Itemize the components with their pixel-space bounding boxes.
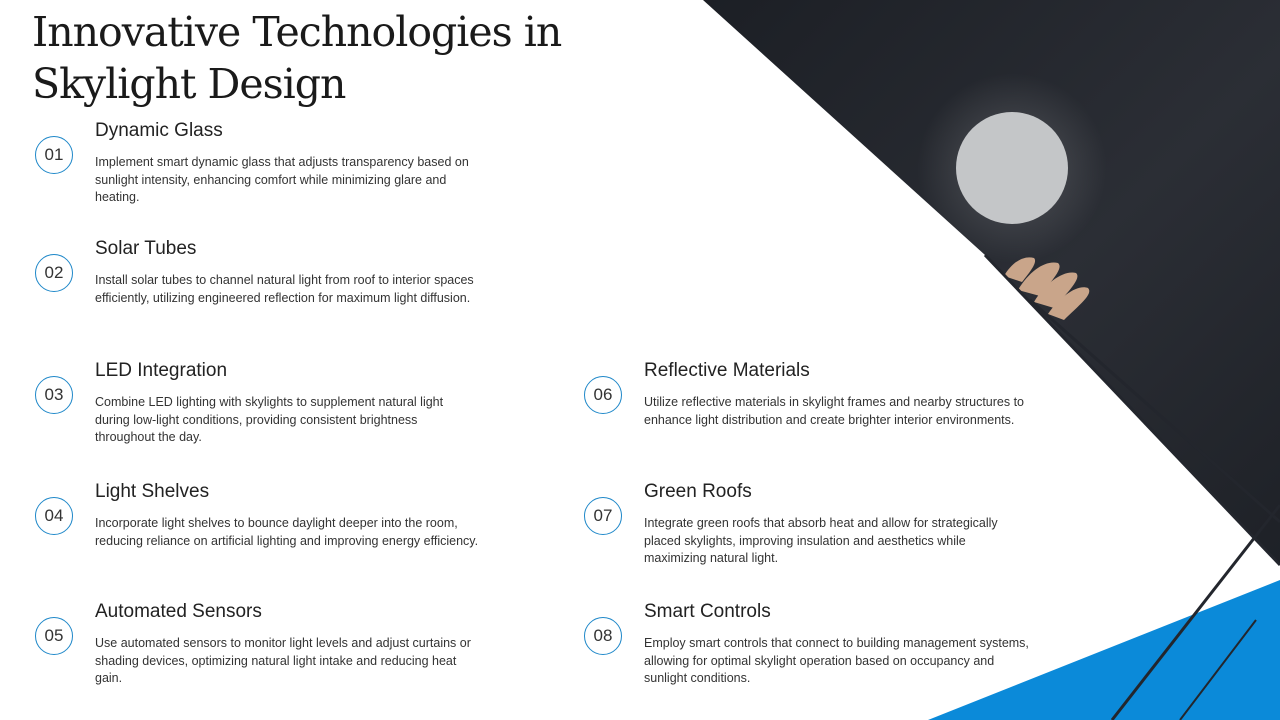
item-description: Integrate green roofs that absorb heat and allow for strategically placed skylights, improving insulation and aesthetics while maximizing natural light. <box>644 516 998 565</box>
item-title: Automated Sensors <box>95 601 262 622</box>
item-title: Solar Tubes <box>95 238 197 259</box>
number-badge: 06 <box>584 376 622 414</box>
item-title: LED Integration <box>95 360 228 381</box>
number-badge: 05 <box>35 617 73 655</box>
number-badge: 03 <box>35 376 73 414</box>
number-badge: 02 <box>35 254 73 292</box>
item-title: Light Shelves <box>95 481 210 502</box>
item-description: Employ smart controls that connect to building management systems, allowing for optimal skylight operation based on occupancy and sunlight conditions. <box>644 636 1029 685</box>
number-badge: 08 <box>584 617 622 655</box>
page-title: Innovative Technologies in Skylight Design <box>32 8 562 108</box>
item-description: Combine LED lighting with skylights to supplement natural light during low-light conditions, providing consistent brightness throughout the day. <box>95 395 444 444</box>
item-description: Use automated sensors to monitor light levels and adjust curtains or shading devices, optimizing natural light intake and reducing heat gain. <box>95 636 471 685</box>
light-orb <box>956 112 1068 224</box>
item-title: Reflective Materials <box>644 360 810 381</box>
item-description: Implement smart dynamic glass that adjusts transparency based on sunlight intensity, enhancing comfort while minimizing glare and heating. <box>95 155 469 204</box>
number-badge: 04 <box>35 497 73 535</box>
number-badge: 01 <box>35 136 73 174</box>
item-description: Incorporate light shelves to bounce daylight deeper into the room, reducing reliance on artificial lighting and improving energy efficiency. <box>95 516 479 548</box>
item-title: Dynamic Glass <box>95 120 223 141</box>
item-title: Green Roofs <box>644 481 752 502</box>
item-title: Smart Controls <box>644 601 771 622</box>
number-badge: 07 <box>584 497 622 535</box>
item-description: Install solar tubes to channel natural light from roof to interior spaces efficiently, utilizing engineered reflection for maximum light diffusion. <box>95 273 474 305</box>
item-description: Utilize reflective materials in skylight frames and nearby structures to enhance light distribution and create brighter interior environments. <box>644 395 1025 427</box>
